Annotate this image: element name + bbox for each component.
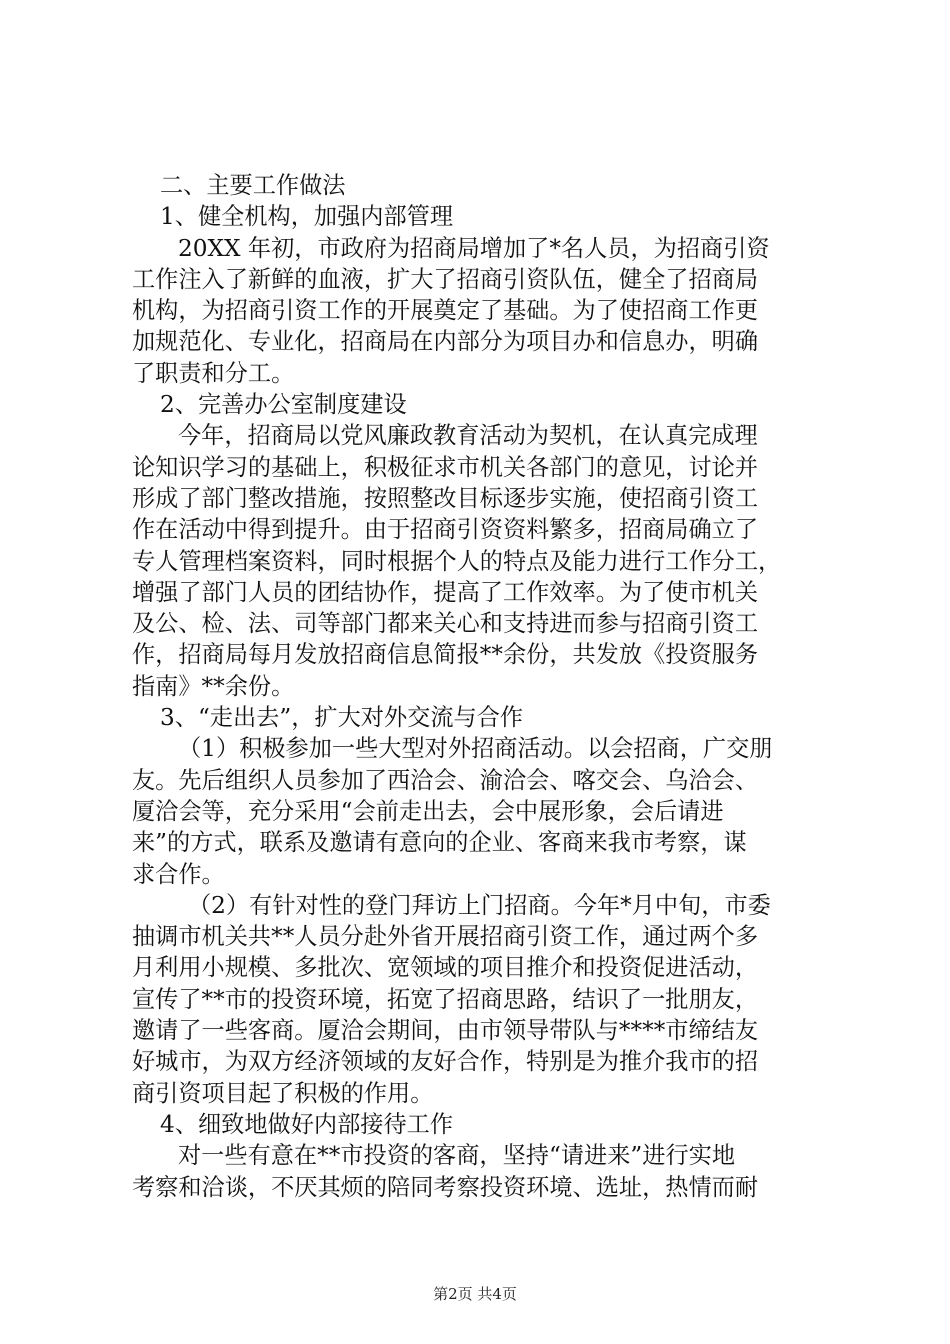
paragraph-line: 作在活动中得到提升。由于招商引资资料繁多，招商局确立了 [132, 516, 759, 544]
subsection-heading: 2、完善办公室制度建设 [160, 391, 407, 419]
subsection-heading: 3、“走出去”，扩大对外交流与合作 [160, 704, 524, 732]
paragraph-line: 及公、检、法、司等部门都来关心和支持进而参与招商引资工 [132, 610, 759, 638]
paragraph-line: 好城市，为双方经济领域的友好合作，特别是为推介我市的招 [132, 1048, 759, 1076]
paragraph-line: 商引资项目起了积极的作用。 [132, 1079, 434, 1107]
paragraph-line: 论知识学习的基础上，积极征求市机关各部门的意见，讨论并 [132, 453, 759, 481]
paragraph-line: 宣传了**市的投资环境，拓宽了招商思路，结识了一批朋友， [132, 985, 759, 1013]
paragraph-line: 对一些有意在**市投资的客商，坚持“请进来”进行实地 [178, 1142, 736, 1170]
paragraph-line: 厦洽会等，充分采用“会前走出去，会中展形象，会后请进 [132, 797, 724, 825]
paragraph-line: 20XX 年初，市政府为招商局增加了*名人员，为招商引资 [178, 234, 770, 262]
paragraph-line: （1）积极参加一些大型对外招商活动。以会招商，广交朋 [178, 735, 773, 763]
paragraph-line: 加规范化、专业化，招商局在内部分为项目办和信息办，明确 [132, 328, 759, 356]
paragraph-line: 工作注入了新鲜的血液，扩大了招商引资队伍，健全了招商局 [132, 265, 759, 293]
subsection-heading: 1、健全机构，加强内部管理 [160, 203, 454, 231]
paragraph-line: 机构，为招商引资工作的开展奠定了基础。为了使招商工作更 [132, 297, 759, 325]
paragraph-line: 友。先后组织人员参加了西洽会、渝洽会、喀交会、乌洽会、 [132, 766, 759, 794]
paragraph-line: 来”的方式，联系及邀请有意向的企业、客商来我市考察，谋 [132, 829, 747, 857]
paragraph-line: 考察和洽谈，不厌其烦的陪同考察投资环境、选址，热情而耐 [132, 1173, 759, 1201]
paragraph-line: 邀请了一些客商。厦洽会期间，由市领导带队与****市缔结友 [132, 1017, 759, 1045]
subsection-heading: 4、细致地做好内部接待工作 [160, 1110, 454, 1138]
document-body [132, 170, 832, 1203]
paragraph-line: 增强了部门人员的团结协作，提高了工作效率。为了使市机关 [132, 578, 759, 606]
paragraph-line: 求合作。 [132, 860, 225, 888]
paragraph-line: 了职责和分工。 [132, 359, 295, 387]
paragraph-line: 今年，招商局以党风廉政教育活动为契机，在认真完成理 [178, 422, 758, 450]
paragraph-line: （2）有针对性的登门拜访上门招商。今年*月中旬，市委 [188, 891, 771, 919]
paragraph-line: 抽调市机关共**人员分赴外省开展招商引资工作，通过两个多 [132, 923, 759, 951]
page-footer: 第2页 共4页 [433, 1285, 517, 1303]
paragraph-line: 专人管理档案资料，同时根据个人的特点及能力进行工作分工， [132, 547, 782, 575]
paragraph-line: 形成了部门整改措施，按照整改目标逐步实施，使招商引资工 [132, 484, 759, 512]
section-heading: 二、主要工作做法 [160, 172, 346, 199]
paragraph-line: 作，招商局每月发放招商信息简报**余份，共发放《投资服务 [132, 641, 759, 669]
paragraph-line: 指南》**余份。 [132, 672, 295, 700]
paragraph-line: 月利用小规模、多批次、宽领域的项目推介和投资促进活动， [132, 954, 759, 982]
